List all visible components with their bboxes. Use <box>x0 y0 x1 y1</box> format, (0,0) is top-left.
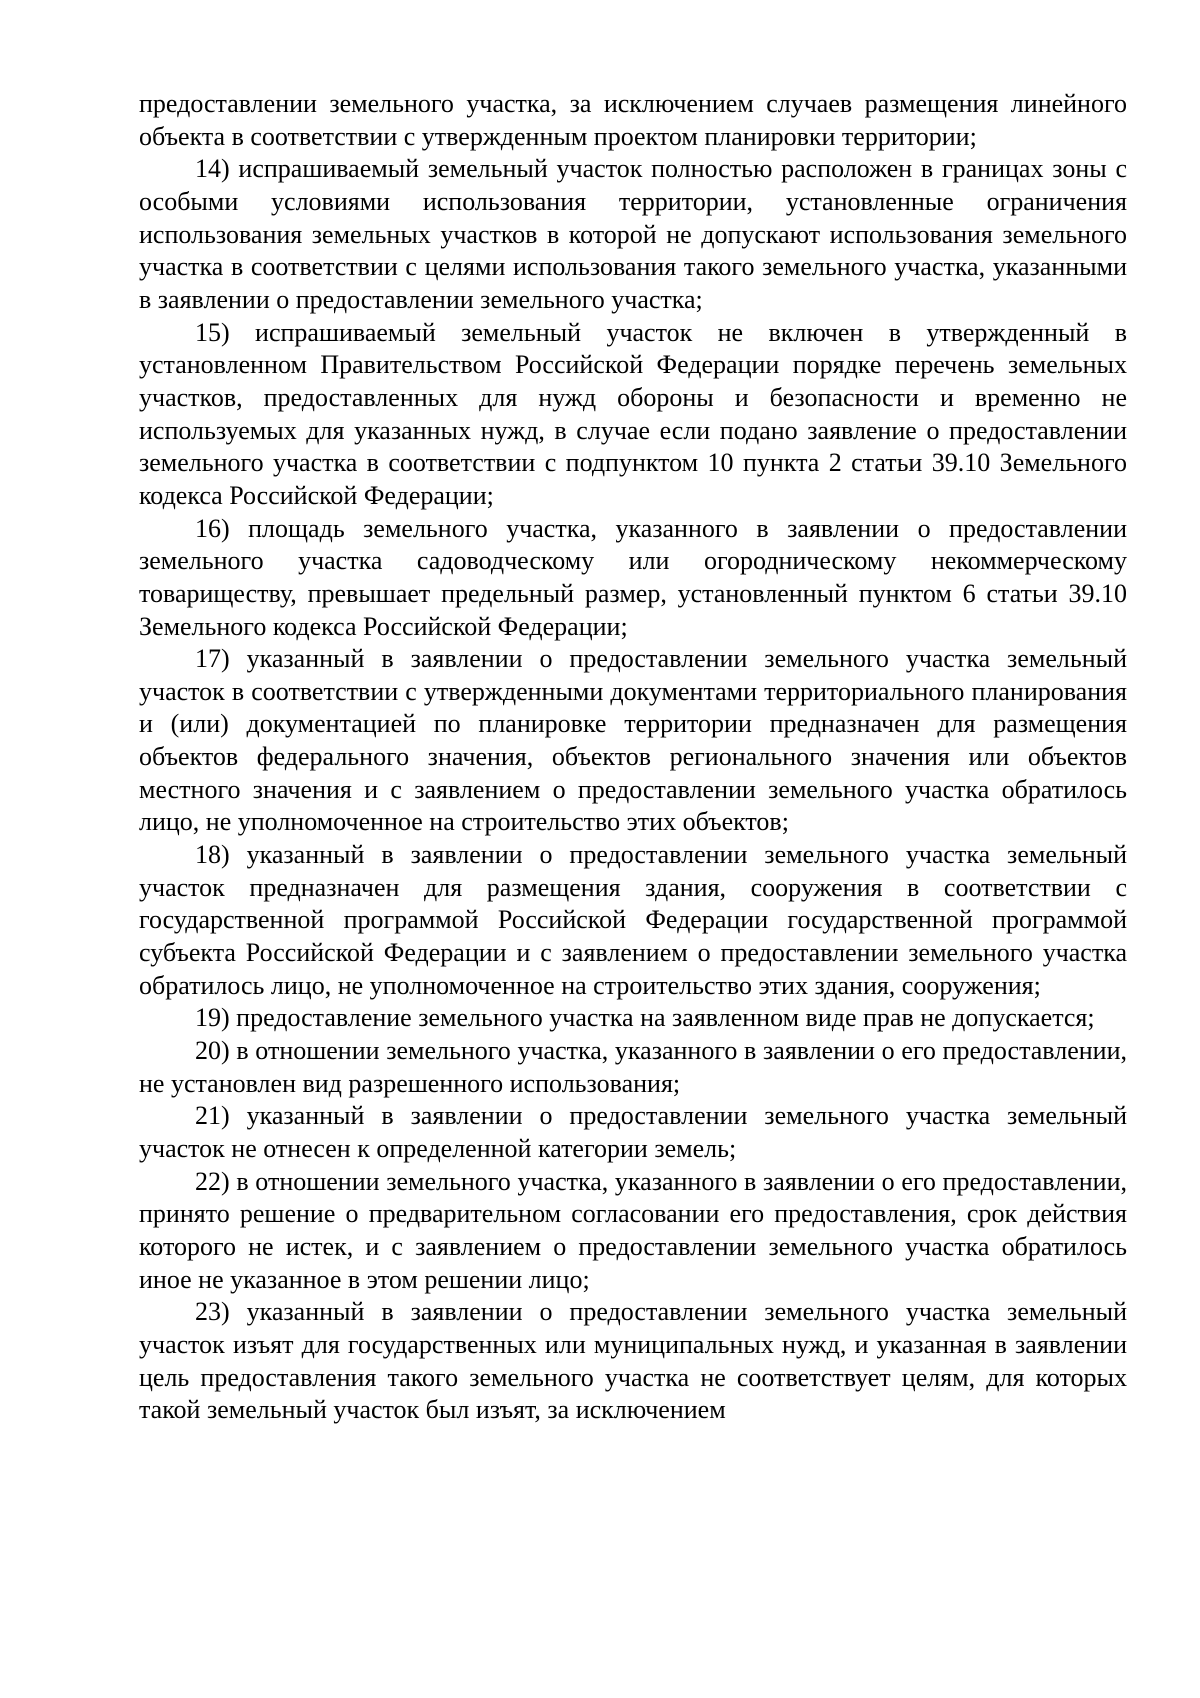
paragraph-item-22: 22) в отношении земельного участка, указанного в заявлении о его предоставлении, принято решение о предварительном согласовании его предоставления, срок действия которого не истек, и с заявлением о предоставлении земельного участка обратилось иное не указанное в этом решении лицо; <box>139 1166 1127 1294</box>
paragraph-item-14: 14) испрашиваемый земельный участок полностью расположен в границах зоны с особыми условиями использования территории, установленные ограничения использования земельных участков в которой не допускают использования земельного участка в соответствии с целями использования такого земельного участка, указанными в заявлении о предоставлении земельного участка; <box>139 154 1127 314</box>
paragraph-item-18: 18) указанный в заявлении о предоставлении земельного участка земельный участок предназначен для размещения здания, сооружения в соответствии с государственной программой Российской Федерации государственной программой субъекта Российской Федерации и с заявлением о предоставлении земельного участка обратилось лицо, не уполномоченное на строительство этих здания, сооружения; <box>139 840 1127 1000</box>
paragraph-item-23: 23) указанный в заявлении о предоставлении земельного участка земельный участок изъят для государственных или муниципальных нужд, и указанная в заявлении цель предоставления такого земельного участка не соответствует целям, для которых такой земельный участок был изъят, за исключением <box>139 1297 1127 1425</box>
paragraph-continuation: предоставлении земельного участка, за исключением случаев размещения линейного объекта в соответствии с утвержденным проектом планировки территории; <box>139 89 1127 151</box>
paragraph-item-15: 15) испрашиваемый земельный участок не включен в утвержденный в установленном Правительством Российской Федерации порядке перечень земельных участков, предоставленных для нужд обороны и безопасности и временно не используемых для указанных нужд, в случае если подано заявление о предоставлении земельного участка в соответствии с подпунктом 10 пункта 2 статьи 39.10 Земельного кодекса Российской Федерации; <box>139 317 1127 510</box>
paragraph-item-20: 20) в отношении земельного участка, указанного в заявлении о его предоставлении, не установлен вид разрешенного использования; <box>139 1036 1127 1098</box>
paragraph-item-19: 19) предоставление земельного участка на заявленном виде прав не допускается; <box>195 1003 1095 1033</box>
document-page <box>139 88 1127 1427</box>
paragraph-item-16: 16) площадь земельного участка, указанного в заявлении о предоставлении земельного участка садоводческому или огородническому некоммерческому товариществу, превышает предельный размер, установленный пунктом 6 статьи 39.10 Земельного кодекса Российской Федерации; <box>139 513 1127 641</box>
paragraph-item-21: 21) указанный в заявлении о предоставлении земельного участка земельный участок не отнесен к определенной категории земель; <box>139 1101 1127 1163</box>
paragraph-item-17: 17) указанный в заявлении о предоставлении земельного участка земельный участок в соответствии с утвержденными документами территориального планирования и (или) документацией по планировке территории предназначен для размещения объектов федерального значения, объектов регионального значения или объектов местного значения и с заявлением о предоставлении земельного участка обратилось лицо, не уполномоченное на строительство этих объектов; <box>139 644 1127 837</box>
